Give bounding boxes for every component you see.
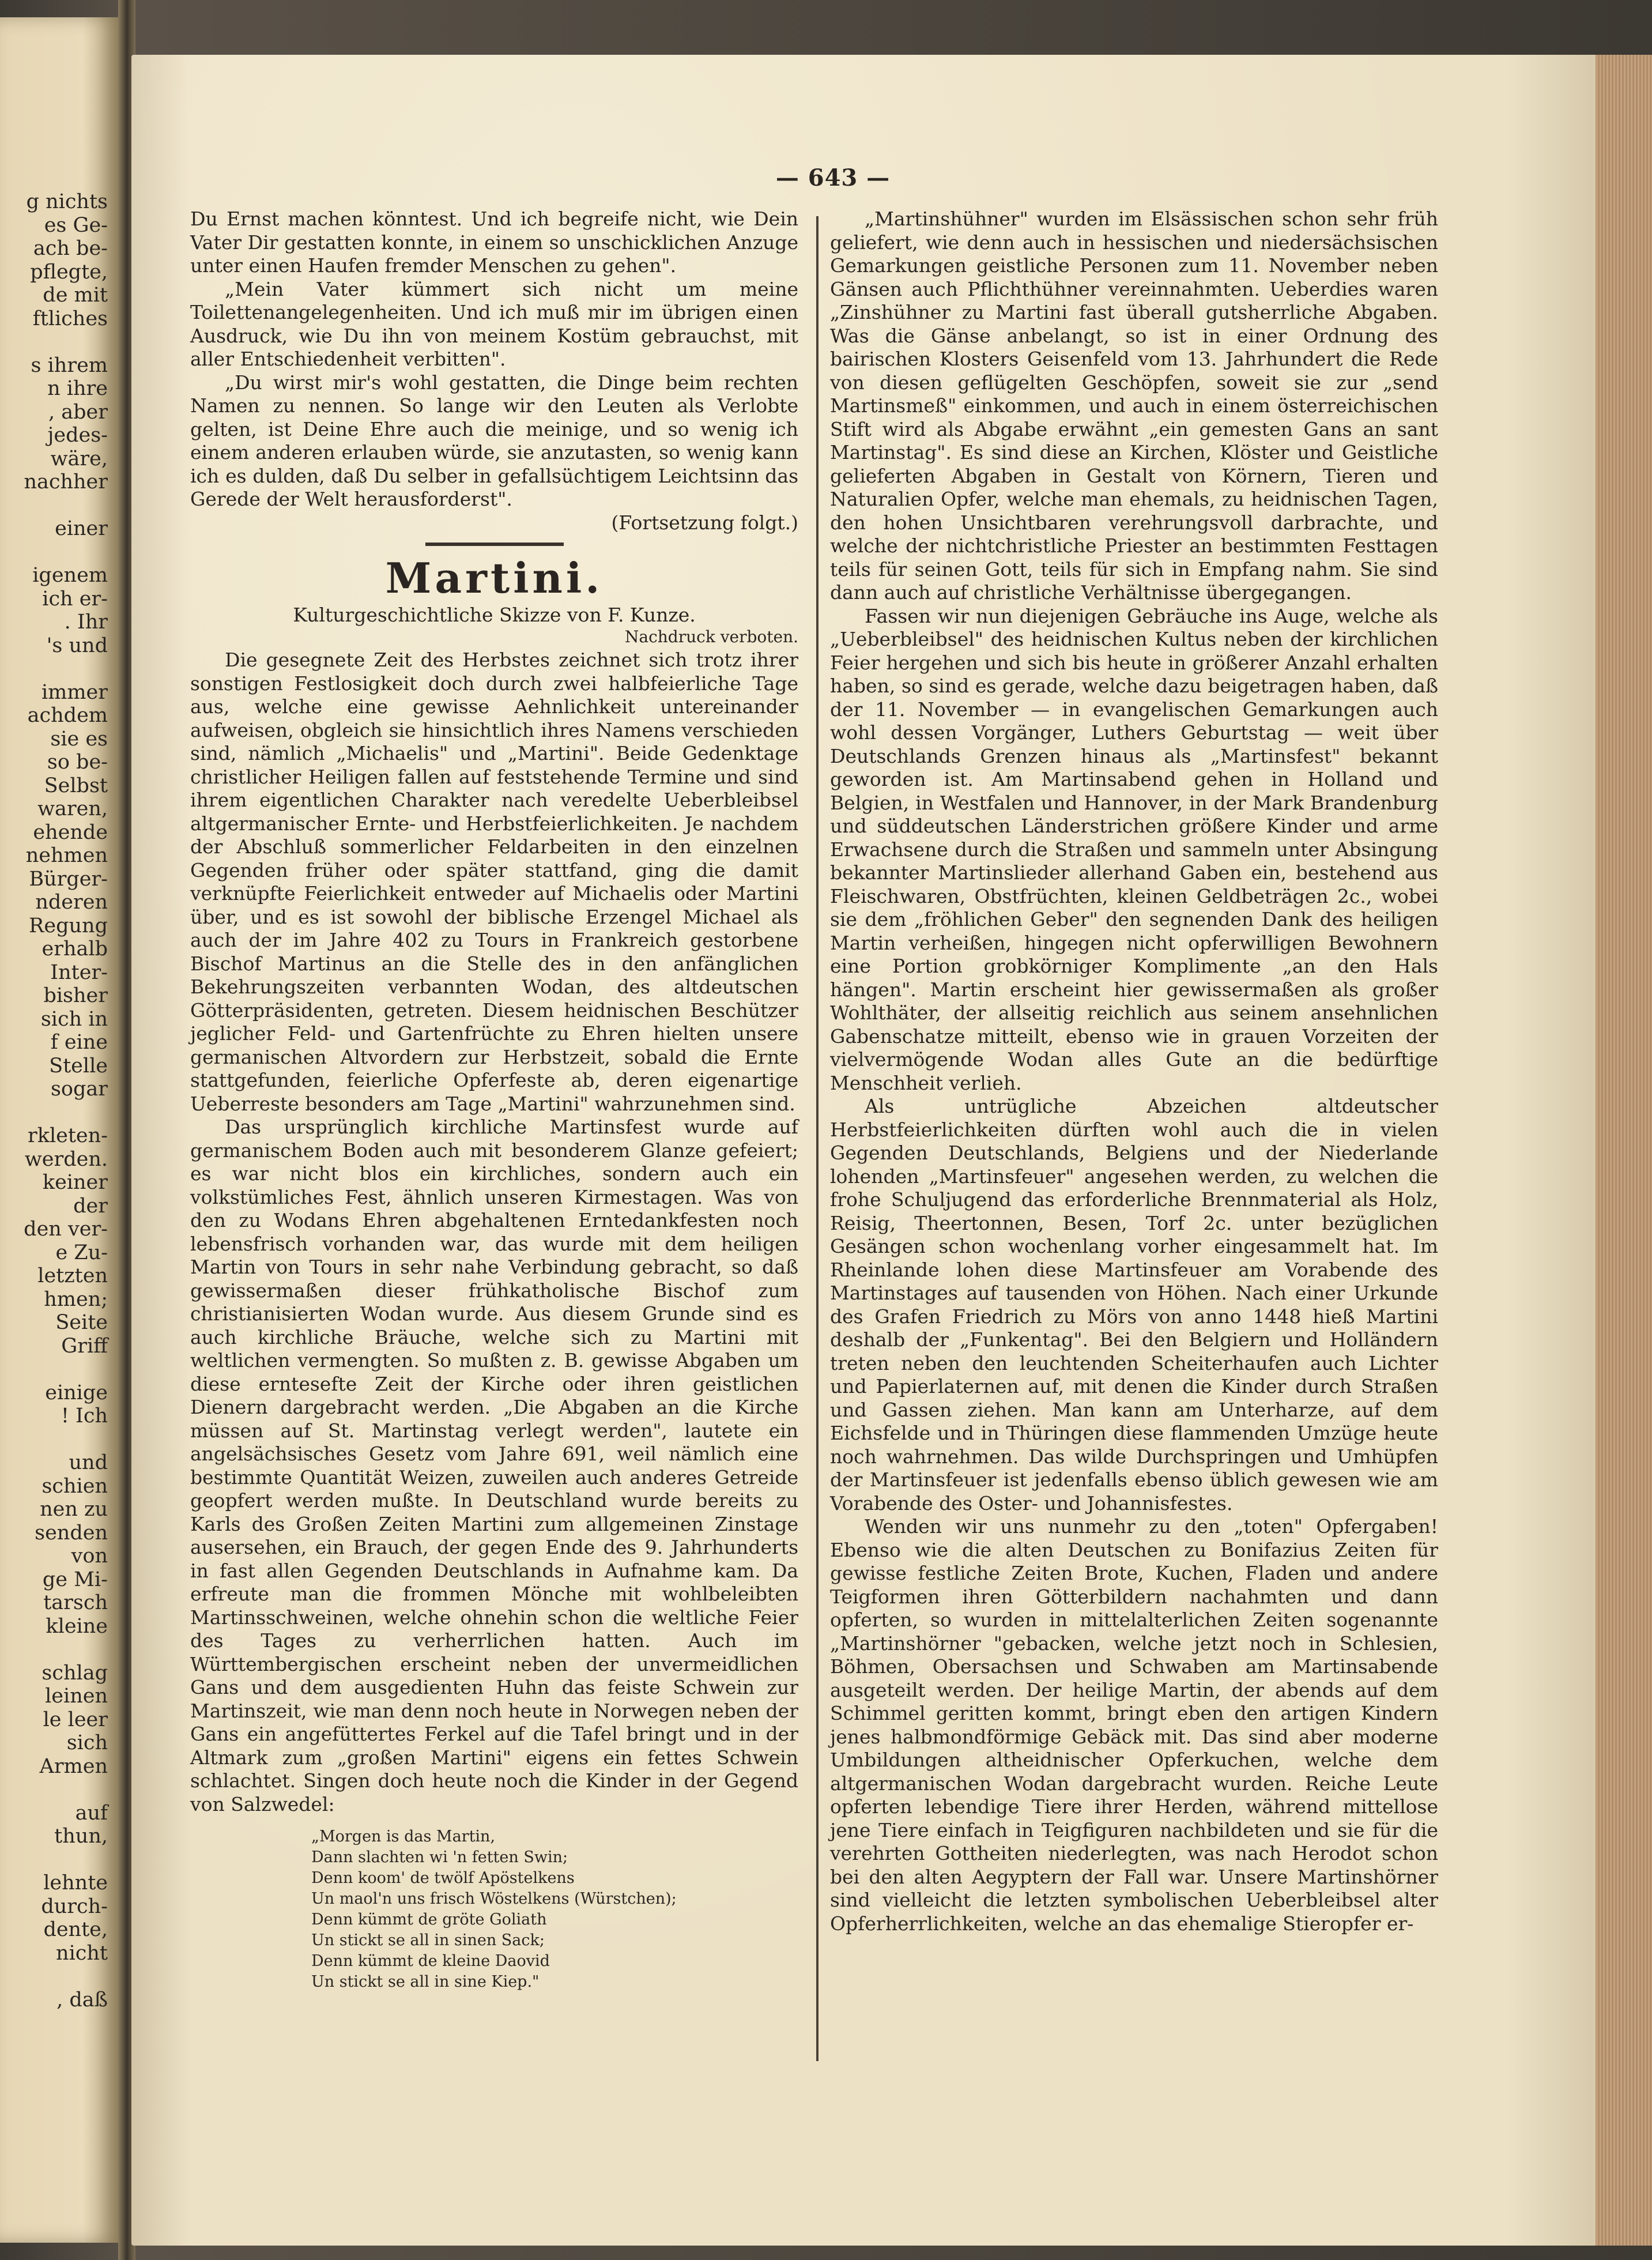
left-page-fragment: , aber xyxy=(48,400,108,424)
left-page-fragment: auf xyxy=(75,1801,108,1825)
left-page-fragment: einer xyxy=(55,517,108,540)
left-page-fragment: n ihre xyxy=(47,377,108,400)
left-page-fragment: ! Ich xyxy=(61,1404,108,1427)
left-page-fragment: tarsch xyxy=(43,1591,108,1614)
left-page-fragment: ge Mi- xyxy=(42,1568,108,1591)
left-page-fragment: ich er- xyxy=(42,587,108,611)
article-paragraph: Fassen wir nun diejenigen Gebräuche ins Auge, welche als „Ueberbleibsel" des heidnischen Kultus neben der kirchlichen Feier hergehen und sich bis heute in größerer Anzahl erhalten haben, so sind es gerade, welche dazu beigetragen haben, daß der 11. November — in evangelischen Gemarkungen auch wohl dessen Vorgänger, Luthers Geburtstag — weit über Deutschlands Grenzen hinaus als „Martinsfest" bekannt geworden ist. Am Martinsabend gehen in Holland und Belgien, in Westfalen und Hannover, in der Mark Brandenburg und süddeutschen Länderstrichen größere Kinder und arme Erwachsene durch die Straßen und sammeln unter Absingung bekannter Martinslieder allerhand Gaben ein, bestehend aus Fleischwaren, Obstfrüchten, kleinen Geldbeträgen 2c., wobei sie dem „fröhlichen Geber" den segnenden Dank des heiligen Martin verheißen, hingegen nicht opferwilligen Bewohnern eine Portion grobkörniger Komplimente „an den Hals hängen". Martin erscheint hier gewissermaßen als großer Wohlthäter, der allseitig reichlich aus seinem ansehnlichen Gabenschatze mitteilt, ebenso wie in grauen Vorzeiten der vielvermögende Wodan alles Gute an die bedürftige Menschheit verlieh. xyxy=(830,604,1438,1094)
left-page-fragment: ehende xyxy=(33,820,108,844)
left-page-fragment: e Zu- xyxy=(55,1241,108,1264)
left-page-fragment: immer xyxy=(41,680,108,704)
left-page-fragment: thun, xyxy=(54,1825,108,1848)
left-page-fragment: nderen xyxy=(35,891,108,914)
left-page-fragment: Bürger- xyxy=(29,867,108,891)
left-page-fragment: senden xyxy=(35,1521,108,1545)
left-page-fragment: sich in xyxy=(40,1007,108,1031)
left-page-fragment: es Ge- xyxy=(44,213,108,237)
left-page-fragment: der xyxy=(73,1194,108,1218)
verse-line: „Morgen is das Martin, xyxy=(311,1828,496,1845)
page-stack-edge xyxy=(1596,55,1652,2246)
left-page-fragment: jedes- xyxy=(47,424,108,447)
left-page-fragment: g nichts xyxy=(26,190,108,213)
left-page-fragment: schien xyxy=(42,1474,108,1498)
verse-line: Dann slachten wi 'n fetten Swin; xyxy=(311,1848,568,1866)
left-page-fragment: Regung xyxy=(29,914,108,937)
left-page-fragment: de mit xyxy=(43,284,108,307)
continuation-paragraph: „Du wirst mir's wohl gestatten, die Dinge beim rechten Namen zu nennen. So lange wir den Leuten als Verlobte gelten, ist Deine Ehre auch die meinige, und so wenig ich einem anderen erlauben würde, sie anzutasten, so wenig kann ich es dulden, daß Du selber in gefallsüchtigem Leichtsinn das Gerede der Welt herausforderst". xyxy=(190,371,798,510)
continuation-paragraph: Du Ernst machen könntest. Und ich begreife nicht, wie Dein Vater Dir gestatten konnte, in einem so unschicklichen Anzuge unter einen Haufen fremder Menschen zu gehen". xyxy=(190,208,798,277)
left-page-fragment: ftliches xyxy=(32,307,108,330)
left-page-fragment: und xyxy=(69,1451,108,1474)
left-page-fragment: durch- xyxy=(41,1894,108,1918)
verse-line: Un stickt se all in sine Kiep." xyxy=(311,1973,540,1991)
left-page-fragment: . Ihr xyxy=(64,611,108,634)
left-page-fragment: leinen xyxy=(45,1685,108,1708)
left-page-fragment: Seite xyxy=(55,1311,108,1334)
article-paragraph: Wenden wir uns nunmehr zu den „toten" Opfergaben! Ebenso wie die alten Deutschen zu Bonifazius Zeiten für gewisse festliche Zeiten Brote, Kuchen, Fladen und andere Teigformen ihren Götterbildern nachahmten und dann opferten, so wurden in mittelalterlichen Zeiten sogenannte „Martinshörner "gebacken, welche jetzt noch in Schlesien, Böhmen, Obersachsen und Schwaben am Martinsabende ausgeteilt werden. Der heilige Martin, der abends auf dem Schimmel geritten kommt, bringt eben den artigen Kindern jenes halbmondförmige Gebäck mit. Das sind aber moderne Umbildungen altheidnischer Opferkuchen, welche dem altgermanischen Wodan dargebracht wurden. Reiche Leute opferten lebendige Tiere ihrer Herden, während mittellose jene Tiere einfach in Teigfiguren nachbildeten und sie für die verehrten Gottheiten niederlegten, was nach Herodot schon bei den alten Aegyptern der Fall war. Unsere Martinshörner sind vielleicht die letzten symbolischen Ueberbleibsel alter Opferherrlichkeiten, welche an das ehemalige Stieropfer er- xyxy=(830,1515,1438,1935)
left-page-fragment: ach be- xyxy=(33,237,108,260)
left-page-fragment: sogar xyxy=(50,1078,108,1101)
left-page-fragment: schlag xyxy=(42,1661,108,1685)
verse-line: Un maol'n uns frisch Wöstelkens (Würstchen); xyxy=(311,1890,677,1908)
left-page-fragment: so be- xyxy=(47,751,108,774)
left-page-fragment: nachher xyxy=(24,470,108,494)
left-page-fragment: werden. xyxy=(24,1147,108,1171)
article-paragraph: „Martinshühner" wurden im Elsässischen schon sehr früh geliefert, wie denn auch in hessischen und niedersächsischen Gemarkungen geistliche Personen zum 11. November neben Gänsen auch Pflichthühner vereinnahmten. Ueberdies waren „Zinshühner zu Martini fast überall gutsherrliche Abgaben. Was die Gänse anbelangt, so ist in einer Ordnung des bairischen Klosters Geisenfeld vom 13. Jahrhundert die Rede von diesen geflügelten Geschöpfen, soweit sie zur „send Martinsmeß" einkommen, und auch in einem österreichischen Stift wird als Abgabe erwähnt „ein gemesten Gans an sant Martinstag". Es sind diese an Kirchen, Klöster und Geistliche gelieferten Abgaben in Gestalt von Körnern, Tieren und Naturalien Opfer, welche man ehemals, zu heidnischen Tagen, den hohen Unsichtbaren verehrungsvoll darbrachte, und welche der nichtchristliche Priester an bestimmten Festtagen teils für seinen Gott, teils für sich in Empfang nahm. Sie sind dann auch auf christliche Verhältnisse übergegangen. xyxy=(830,208,1438,604)
left-page-fragment: Selbst xyxy=(44,774,108,797)
left-page-fragment: , daß xyxy=(56,1988,108,2012)
left-page-fragment: einige xyxy=(45,1381,108,1404)
left-page-fragment: le leer xyxy=(43,1708,108,1731)
article-title: Martini. xyxy=(385,553,604,602)
left-page-fragment: erhalb xyxy=(42,937,108,960)
left-page-fragment: nicht xyxy=(56,1941,108,1965)
page-number: — 643 — xyxy=(775,164,891,191)
left-page-fragment: keiner xyxy=(42,1171,108,1194)
left-page-fragment: 's und xyxy=(46,634,108,657)
left-page-fragment: lehnte xyxy=(43,1871,108,1894)
left-page-fragment: den ver- xyxy=(24,1218,108,1241)
article-paragraph: Das ursprünglich kirchliche Martinsfest wurde auf germanischem Boden auch mit besonderem Glanze gefeiert; es war nicht blos ein kirchliches, sondern auch ein volkstümliches Fest, ähnlich unseren Kirmestagen. Was von den zu Wodans Ehren abgehaltenen Erntedankfesten noch lebensfrisch vorhanden war, das wurde mit dem heiligen Martin von Tours in sehr nahe Verbindung gebracht, so daß gewissermaßen dieser frühkatholische Bischof zum christianisierten Wodan wurde. Aus diesem Grunde sind es auch kirchliche Bräuche, welche sich zu Martini mit weltlichen vermengten. So mußten z. B. gewisse Abgaben um diese erntesefte Zeit der Kirche oder ihren geistlichen Dienern dargebracht werden. „Die Abgaben an die Kirche müssen auf St. Martinstag verlegt werden", lautete ein angelsächsisches Gesetz vom Jahre 691, weil nämlich eine bestimmte Quantität Weizen, zuweilen auch anderes Getreide geopfert werden mußte. In Deutschland wurde bereits zu Karls des Großen Zeiten Martini zum allgemeinen Zinstage ausersehen, ein Brauch, der gegen Ende des 9. Jahrhunderts in fast allen Gegenden Deutschlands in Aufnahme kam. Da erfreute man die frommen Mönche mit wohlbeleibten Martinsschweinen, welche ohnehin schon die weltliche Feier des Tages zu verherrlichen hatten. Auch im Württembergischen erscheint neben der unvermeidlichen Gans und dem ausgedienten Huhn das feiste Schwein zur Martinszeit, wie man denn noch heute in Norwegen neben der Gans ein angefüttertes Ferkel auf die Tafel bringt und in der Altmark zum „großen Martini" eigens ein fettes Schwein schlachtet. Singen doch heute noch die Kinder in der Gegend von Salzwedel: xyxy=(190,1116,798,1815)
left-page-fragment: igenem xyxy=(32,564,108,587)
left-page-fragment: dente, xyxy=(43,1918,108,1941)
article-paragraph: Als untrügliche Abzeichen altdeutscher Herbstfeierlichkeiten dürften wohl auch die in vielen Gegenden Deutschlands, Belgiens und der Niederlande lohenden „Martinsfeuer" angesehen werden, zu welchen die frohe Schuljugend das erforderliche Brennmaterial als Holz, Reisig, Theertonnen, Besen, Torf 2c. unter bezüglichen Gesängen schon wochenlang vorher eingesammelt hat. Im Rheinlande lohen diese Martinsfeuer am Vorabende des Martinstages auf tausenden von Höhen. Nach einer Urkunde des Grafen Friedrich zu Mörs von anno 1448 hieß Martini deshalb der „Funkentag". Bei den Belgiern und Holländern treten neben den leuchtenden Scheiterhaufen auch Lichter und Papierlaternen auf, mit denen die Kinder durch Straßen und Gassen ziehen. Man kann am Unterharze, auf dem Eichsfelde und in Thüringen diese flammenden Umzüge heute noch wahrnehmen. Das wilde Durchspringen und Umhüpfen der Martinsfeuer ist jedenfalls ebenso üblich gewesen wie am Vorabende des Oster- und Johannisfestes. xyxy=(830,1095,1438,1515)
article-paragraph: Die gesegnete Zeit des Herbstes zeichnet sich trotz ihrer sonstigen Festlosigkeit doch durch zwei halbfeierliche Tage aus, welche eine gewisse Aehnlichkeit untereinander aufweisen, obgleich sie hinsichtlich ihres Namens verschieden sind, nämlich „Michaelis" und „Martini". Beide Gedenktage christlicher Heiligen fallen auf feststehende Termine und sind ihrem eigentlichen Charakter nach veredelte Ueberbleibsel altgermanischer Ernte- und Herbstfeierlichkeiten. Je nachdem der Abschluß sommerlicher Feldarbeiten in den einzelnen Gegenden früher oder später stattfand, ging die damit verknüpfte Feierlichkeit entweder auf Michaelis oder Martini über, und es ist sowohl der biblische Erzengel Michael als auch der im Jahre 402 zu Tours in Frankreich gestorbene Bischof Martinus an die Stelle des in den anfänglichen Bekehrungszeiten verbannten Wodan, des altdeutschen Götterpräsidenten, getreten. Diesem heidnischen Beschützer jeglicher Feld- und Gartenfrüchte zu Ehren hielten unsere germanischen Altvordern zur Herbstzeit, sobald die Ernte stattgefunden, feierliche Opferfeste ab, deren eigenartige Ueberreste besonders am Tage „Martini" wahrzunehmen sind. xyxy=(190,649,798,1115)
to-be-continued-note: (Fortsetzung folgt.) xyxy=(611,511,798,534)
continuation-paragraph: „Mein Vater kümmert sich nicht um meine Toilettenangelegenheiten. Und ich muß mir im übrigen einen Ausdruck, wie Du ihn von meinem Kostüm gebrauchst, mit aller Entschiedenheit verbitten". xyxy=(190,277,798,370)
verse-line: Denn kümmt de gröte Goliath xyxy=(311,1911,547,1928)
reprint-note: Nachdruck verboten. xyxy=(624,627,798,646)
left-page-fragment: nen zu xyxy=(40,1498,108,1521)
left-page-fragment: kleine xyxy=(46,1614,108,1638)
left-page-fragment: waren, xyxy=(37,797,108,820)
left-page-fragment: Griff xyxy=(61,1334,108,1358)
column-divider xyxy=(816,216,819,2061)
verse-line: Un stickt se all in sinen Sack; xyxy=(311,1931,545,1949)
article-separator-rule xyxy=(425,543,564,546)
left-adjacent-page xyxy=(0,17,118,2243)
left-page-fragment: s ihrem xyxy=(31,353,108,377)
left-page-fragment: achdem xyxy=(27,704,108,727)
right-column xyxy=(830,208,1438,1935)
verse-line: Denn kümmt de kleine Daovid xyxy=(311,1952,550,1970)
left-page-fragment: pflegte, xyxy=(30,260,108,284)
left-page-fragment: wäre, xyxy=(50,447,108,470)
left-page-fragment: bisher xyxy=(43,984,108,1007)
left-page-fragment: letzten xyxy=(37,1264,108,1287)
left-page-fragment: hmen; xyxy=(44,1287,108,1311)
left-page-fragment: Stelle xyxy=(49,1054,108,1078)
left-page-fragment: rkleten- xyxy=(28,1124,108,1147)
left-page-fragment: von xyxy=(71,1545,108,1568)
left-column xyxy=(190,208,798,1992)
left-page-fragment: f eine xyxy=(50,1031,108,1054)
article-subtitle: Kulturgeschichtliche Skizze von F. Kunze. xyxy=(293,604,696,626)
verse-block xyxy=(311,1826,798,1992)
left-page-fragment: sich xyxy=(66,1731,108,1754)
left-page-fragment: nehmen xyxy=(25,844,108,867)
verse-line: Denn koom' de twölf Apöstelkens xyxy=(311,1869,575,1887)
left-page-fragment: Armen xyxy=(39,1754,108,1778)
left-page-fragment: Inter- xyxy=(50,960,108,984)
left-page-fragment: sie es xyxy=(50,727,108,751)
